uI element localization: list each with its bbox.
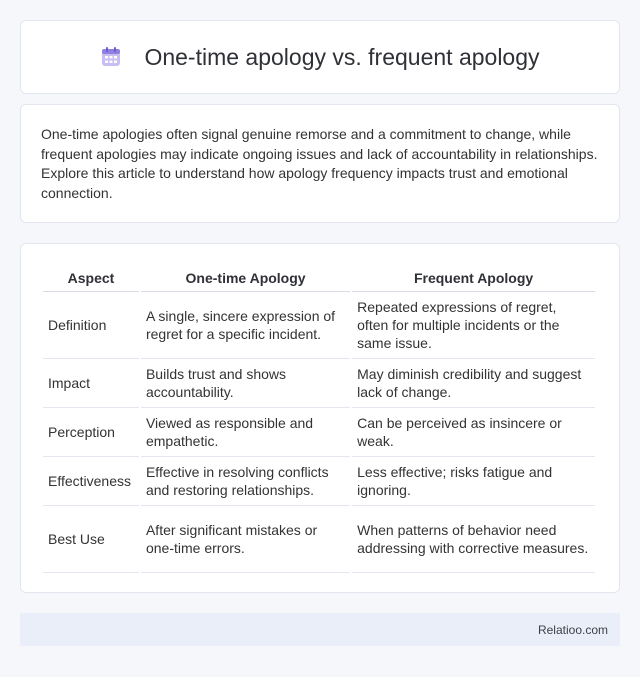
row-frequent-cell: Repeated expressions of regret, often for multiple incidents or the same issue. (352, 292, 595, 359)
header-aspect: Aspect (43, 264, 139, 292)
page-title: One-time apology vs. frequent apology (144, 43, 540, 70)
row-one-time-cell: After significant mistakes or one-time errors. (141, 506, 350, 573)
table-row (43, 506, 595, 573)
row-aspect-cell: Best Use (43, 506, 139, 573)
footer-site-name: Relatioo.com (537, 622, 608, 637)
comparison-card (20, 243, 620, 593)
row-aspect-cell: Effectiveness (43, 457, 139, 506)
header-frequent-apology: Frequent Apology (352, 264, 595, 292)
footer (20, 613, 620, 646)
title-card (20, 20, 620, 94)
table-row (43, 457, 595, 506)
intro-paragraph: One-time apologies often signal genuine remorse and a commitment to change, while frequent apologies may indicate ongoing issues and lack of accountability in relationships. Explore this article to understand how apology frequency impacts trust and emotional connection. (41, 126, 598, 201)
row-frequent-cell: May diminish credibility and suggest lack of change. (352, 359, 595, 408)
table-header-row (43, 264, 595, 292)
table-row (43, 359, 595, 408)
intro-card (20, 104, 620, 223)
row-frequent-cell: Less effective; risks fatigue and ignoring. (352, 457, 595, 506)
table-row (43, 408, 595, 457)
row-aspect-cell: Perception (43, 408, 139, 457)
row-frequent-cell: When patterns of behavior need addressing with corrective measures. (352, 506, 595, 573)
calendar-icon (100, 46, 122, 68)
row-one-time-cell: Builds trust and shows accountability. (141, 359, 350, 408)
header-one-time-apology: One-time Apology (141, 264, 350, 292)
row-frequent-cell: Can be perceived as insincere or weak. (352, 408, 595, 457)
comparison-table (41, 264, 597, 573)
row-one-time-cell: Effective in resolving conflicts and restoring relationships. (141, 457, 350, 506)
row-aspect-cell: Definition (43, 292, 139, 359)
table-row (43, 292, 595, 359)
row-one-time-cell: A single, sincere expression of regret for a specific incident. (141, 292, 350, 359)
row-one-time-cell: Viewed as responsible and empathetic. (141, 408, 350, 457)
row-aspect-cell: Impact (43, 359, 139, 408)
